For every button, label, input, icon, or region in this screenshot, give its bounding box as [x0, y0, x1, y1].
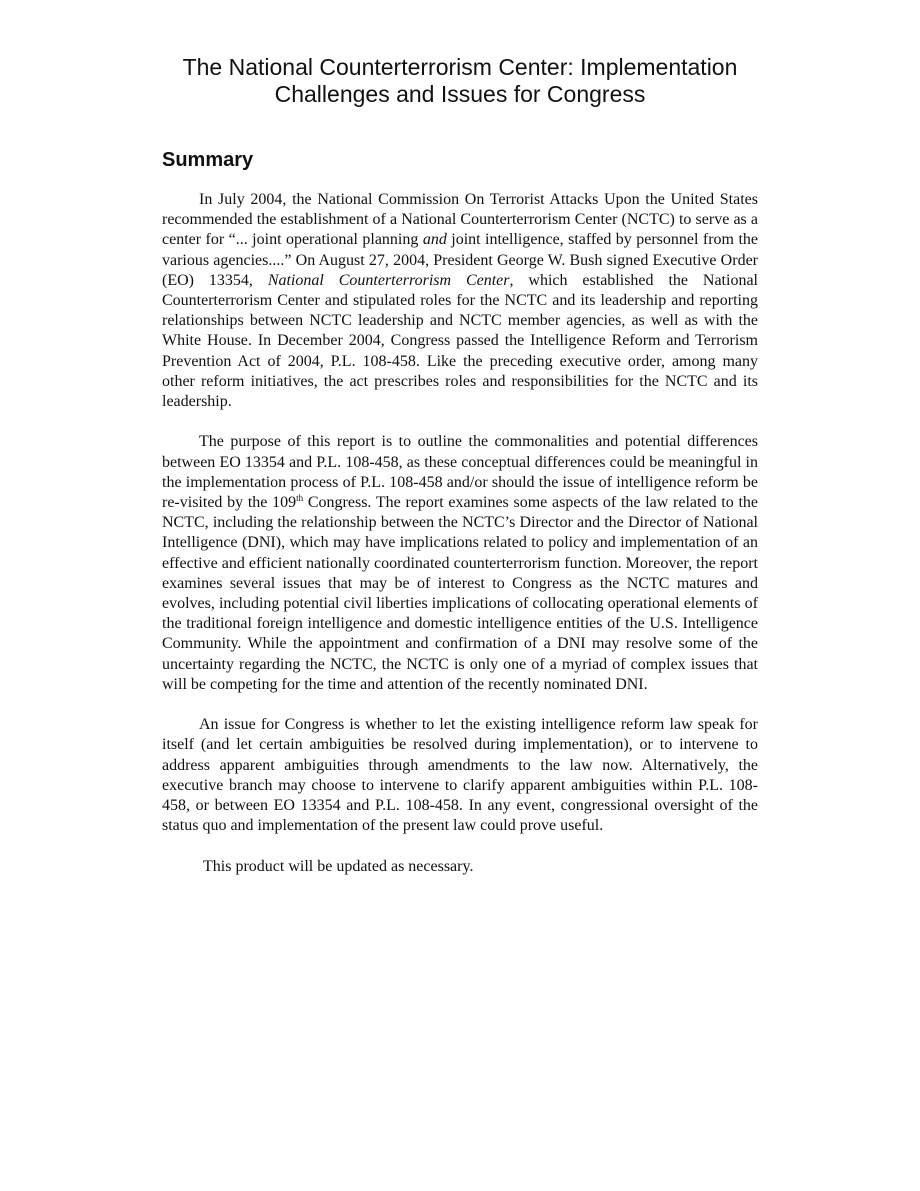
ordinal-superscript: th [296, 493, 304, 504]
document-page [162, 54, 758, 897]
summary-paragraph-1: In July 2004, the National Commission On Terrorist Attacks Upon the United States recommended the establishment of a National Counterterrorism Center (NCTC) to serve as a center for “... joint operational planning and joint intelligence, staffed by personnel from the various agencies....” On August 27, 2004, President George W. Bush signed Executive Order (EO) 13354, National Counterterrorism Center, which established the National Counterterrorism Center and stipulated roles for the NCTC and its leadership and reporting relationships between NCTC leadership and NCTC member agencies, as well as with the White House. In December 2004, Congress passed the Intelligence Reform and Terrorism Prevention Act of 2004, P.L. 108-458. Like the preceding executive order, among many other reform initiatives, the act prescribes roles and responsibilities for the NCTC and its leadership. [162, 191, 758, 411]
title-line-1: The National Counterterrorism Center: Implementation [182, 54, 738, 80]
title-line-2: Challenges and Issues for Congress [274, 81, 646, 107]
summary-paragraph-2: The purpose of this report is to outline the commonalities and potential differences between EO 13354 and P.L. 108-458, as these conceptual differences could be meaningful in the implementation process of P.L. 108-458 and/or should the issue of intelligence reform be re-visited by the 109th Congress. The report examines some aspects of the law related to the NCTC, including the relationship between the NCTC’s Director and the Director of National Intelligence (DNI), which may have implications related to policy and implementation of an effective and efficient nationally coordinated counterterrorism function. Moreover, the report examines several issues that may be of interest to Congress as the NCTC matures and evolves, including potential civil liberties implications of collocating operational elements of the traditional foreign intelligence and domestic intelligence entities of the U.S. Intelligence Community. While the appointment and confirmation of a DNI may resolve some of the uncertainty regarding the NCTC, the NCTC is only one of a myriad of complex issues that will be competing for the time and attention of the recently nominated DNI. [162, 433, 758, 693]
emphasis-and: and [422, 231, 447, 249]
summary-paragraph-3: An issue for Congress is whether to let the existing intelligence reform law speak for itself (and let certain ambiguities be resolved during implementation), or to intervene to address apparent ambiguities through amendments to the law now. Alternatively, the executive branch may choose to intervene to clarify apparent ambiguities within P.L. 108-458, or between EO 13354 and P.L. 108-458. In any event, congressional oversight of the status quo and implementation of the present law could prove useful. [162, 716, 758, 835]
update-note: This product will be updated as necessary. [203, 857, 474, 875]
eo-title-italic: National Counterterrorism Center [267, 271, 510, 289]
section-heading-summary: Summary [162, 149, 254, 171]
document-title [162, 54, 758, 108]
